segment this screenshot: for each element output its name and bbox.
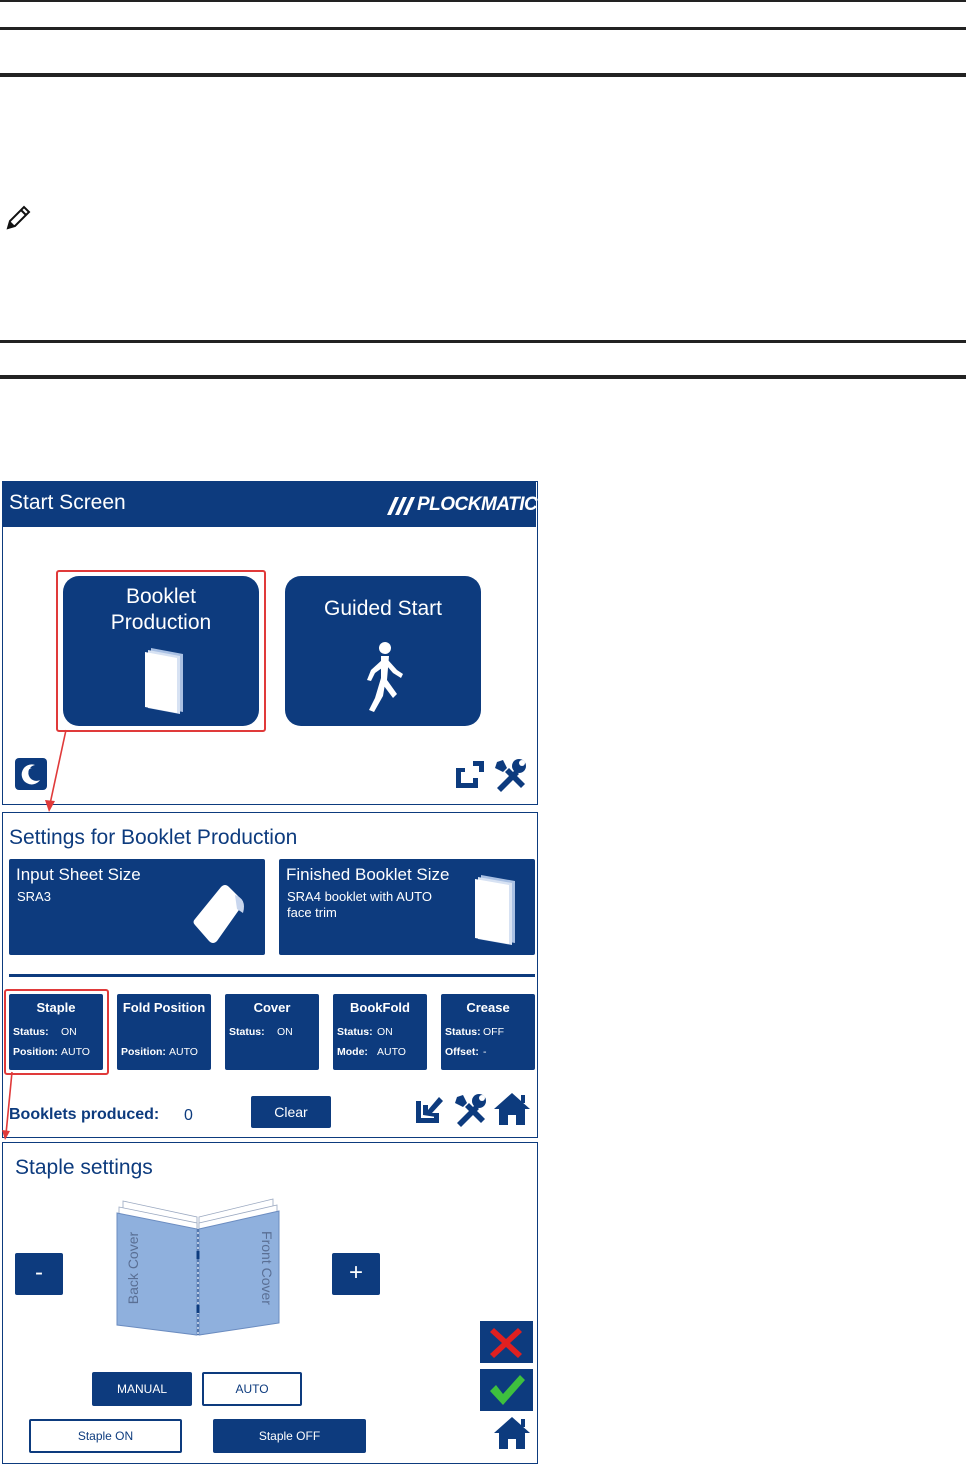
booklet-production-highlight bbox=[56, 570, 266, 732]
staple-off-button[interactable]: Staple OFF bbox=[213, 1419, 366, 1453]
staple-on-button[interactable]: Staple ON bbox=[29, 1419, 182, 1453]
status-value: ON bbox=[377, 1026, 393, 1038]
offset-label: Offset: bbox=[445, 1046, 479, 1058]
status-label: Status: bbox=[337, 1026, 373, 1038]
guided-start-label: Guided Start bbox=[324, 597, 442, 620]
check-icon bbox=[480, 1369, 533, 1411]
walking-person-icon bbox=[357, 640, 409, 714]
booklet-production-label-2: Production bbox=[110, 611, 212, 634]
close-icon bbox=[480, 1321, 533, 1363]
start-screen-panel bbox=[2, 481, 538, 805]
cover-card[interactable] bbox=[225, 994, 319, 1070]
connector-arrow-1 bbox=[0, 720, 80, 816]
manual-button[interactable]: MANUAL bbox=[92, 1372, 192, 1406]
status-label: Status: bbox=[445, 1026, 481, 1038]
front-cover-label: Front Cover bbox=[259, 1231, 275, 1305]
booklet-settings-panel bbox=[2, 812, 538, 1138]
guided-start-tile[interactable] bbox=[285, 576, 481, 726]
finished-booklet-size-value-1: SRA4 booklet with AUTO bbox=[287, 889, 432, 904]
divider bbox=[9, 974, 535, 977]
status-label: Status: bbox=[229, 1026, 265, 1038]
staple-card-title: Staple bbox=[36, 1000, 76, 1015]
page-title: Staple settings bbox=[15, 1156, 153, 1179]
staple-settings-panel bbox=[2, 1142, 538, 1464]
tools-icon[interactable] bbox=[493, 758, 527, 792]
auto-button[interactable]: AUTO bbox=[202, 1372, 302, 1406]
position-value: AUTO bbox=[169, 1046, 198, 1058]
status-label: Status: bbox=[13, 1026, 49, 1038]
bookfold-card-title: BookFold bbox=[350, 1000, 410, 1015]
confirm-button[interactable] bbox=[480, 1369, 533, 1411]
export-icon[interactable] bbox=[413, 1093, 445, 1125]
note-pencil-icon bbox=[2, 202, 34, 234]
input-sheet-size-card[interactable] bbox=[9, 859, 265, 955]
header-rule-1 bbox=[0, 27, 966, 30]
plus-button[interactable]: + bbox=[332, 1253, 380, 1295]
svg-text:Z: Z bbox=[25, 769, 29, 775]
open-booklet-illustration bbox=[113, 1195, 283, 1345]
crease-card-title: Crease bbox=[466, 1000, 510, 1015]
start-screen-header bbox=[3, 482, 536, 527]
logo-text: PLOCKMATIC bbox=[417, 494, 538, 515]
crease-card[interactable] bbox=[441, 994, 535, 1070]
page-title: Start Screen bbox=[9, 491, 126, 514]
input-sheet-size-value: SRA3 bbox=[17, 889, 51, 904]
tools-icon[interactable] bbox=[453, 1093, 487, 1127]
page-title: Settings for Booklet Production bbox=[9, 826, 298, 849]
position-label: Position: bbox=[121, 1046, 166, 1058]
svg-text:z: z bbox=[29, 765, 32, 771]
back-cover-label: Back Cover bbox=[125, 1231, 141, 1305]
home-icon[interactable] bbox=[493, 1091, 531, 1127]
position-value: AUTO bbox=[61, 1046, 90, 1058]
sheet-icon bbox=[191, 879, 251, 949]
offset-value: - bbox=[483, 1046, 487, 1058]
mode-label: Mode: bbox=[337, 1046, 368, 1058]
header-rule-2 bbox=[0, 73, 966, 77]
status-value: ON bbox=[277, 1026, 293, 1038]
bookfold-card[interactable] bbox=[333, 994, 427, 1070]
fold-position-card-title: Fold Position bbox=[122, 1000, 206, 1015]
finished-booklet-size-title: Finished Booklet Size bbox=[286, 865, 450, 884]
booklets-produced-label: Booklets produced: bbox=[9, 1106, 160, 1123]
position-label: Position: bbox=[13, 1046, 58, 1058]
finished-booklet-size-value-2: face trim bbox=[287, 905, 337, 920]
clear-button[interactable]: Clear bbox=[251, 1096, 331, 1128]
booklet-production-label-1: Booklet bbox=[125, 585, 197, 608]
fold-position-card[interactable] bbox=[117, 994, 211, 1070]
input-sheet-size-title: Input Sheet Size bbox=[16, 865, 141, 884]
home-icon[interactable] bbox=[493, 1415, 531, 1451]
mode-value: AUTO bbox=[377, 1046, 406, 1058]
staple-card-highlight bbox=[4, 989, 109, 1075]
finished-booklet-size-card[interactable] bbox=[279, 859, 535, 955]
cover-card-title: Cover bbox=[253, 1000, 291, 1015]
section-rule-2 bbox=[0, 375, 966, 379]
status-value: OFF bbox=[483, 1026, 504, 1038]
minus-button[interactable]: - bbox=[15, 1253, 63, 1295]
top-rule bbox=[0, 0, 966, 2]
cancel-button[interactable] bbox=[480, 1321, 533, 1363]
plockmatic-logo bbox=[385, 493, 538, 517]
section-rule-1 bbox=[0, 340, 966, 343]
booklets-produced-count: 0 bbox=[184, 1107, 193, 1124]
export-icon[interactable] bbox=[453, 758, 485, 790]
status-value: ON bbox=[61, 1026, 77, 1038]
booklet-icon bbox=[473, 871, 519, 947]
connector-arrow-2 bbox=[0, 1068, 30, 1144]
